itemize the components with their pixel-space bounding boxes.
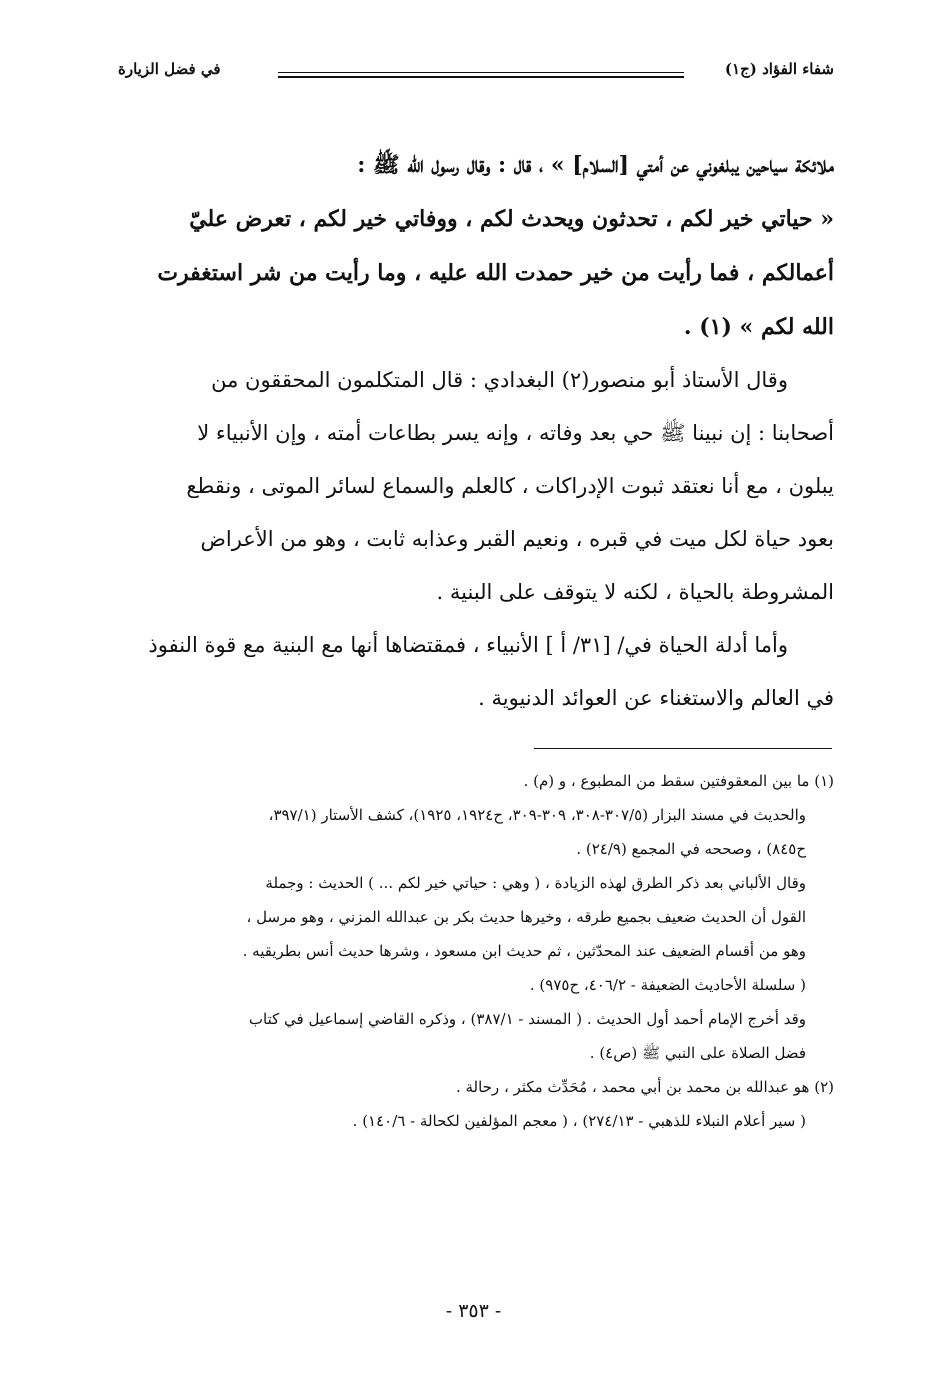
text-line: أصحابنا : إن نبينا ﷺ حي بعد وفاته ، وإنه يسر بطاعات أمته ، وإن الأنبياء لا bbox=[197, 421, 834, 445]
main-text bbox=[118, 138, 834, 725]
footnote-line: وهو من أقسام الضعيف عند المحدّثين ، ثم حديث ابن مسعود ، وشرها حديث أنس بطريقيه . bbox=[242, 942, 806, 960]
header-rule-thick bbox=[278, 76, 684, 78]
footnote-line: وقد أخرج الإمام أحمد أول الحديث . ( المسند - ٣٨٧/١) ، وذكره القاضي إسماعيل في كتاب bbox=[248, 1010, 806, 1028]
footnote-separator bbox=[534, 748, 832, 749]
footnote-line: ( سلسلة الأحاديث الضعيفة - ٤٠٦/٢، ح٩٧٥) . bbox=[529, 976, 806, 994]
text-line: في العالم والاستغناء عن العوائد الدنيوية . bbox=[478, 686, 834, 710]
text-line: أعمالكم ، فما رأيت من خير حمدت الله عليه ، وما رأيت من شر استغفرت bbox=[157, 260, 834, 286]
text-line: الله لكم » (١) . bbox=[683, 314, 834, 340]
page-number: - ٣٥٣ - bbox=[445, 1300, 502, 1322]
text-line: وقال الأستاذ أبو منصور(٢) البغدادي : قال المتكلمون المحققون من bbox=[211, 368, 788, 392]
text-line: المشروطة بالحياة ، لكنه لا يتوقف على البنية . bbox=[436, 580, 834, 604]
footnote-line: وقال الألباني بعد ذكر الطرق لهذه الزيادة ، ( وهي : حياتي خير لكم ... ) الحديث : وجملة bbox=[265, 874, 806, 892]
footnote-line: ( سير أعلام النبلاء للذهبي - ٢٧٤/١٣) ، ( معجم المؤلفين لكحالة - ١٤٠/٦) . bbox=[352, 1112, 806, 1130]
text-line: يبلون ، مع أنا نعتقد ثبوت الإدراكات ، كالعلم والسماع لسائر الموتى ، ونقطع bbox=[186, 474, 834, 498]
text-line: بعود حياة لكل ميت في قبره ، ونعيم القبر وعذابه ثابت ، وهو من الأعراض bbox=[200, 527, 834, 551]
footnote-line: ح٨٤٥) ، وصححه في المجمع (٢٤/٩) . bbox=[576, 840, 806, 858]
header-rule bbox=[278, 72, 684, 73]
text-line: وأما أدلة الحياة في/ [٣١/ أ ] الأنبياء ، فمقتضاها أنها مع البنية مع قوة النفوذ bbox=[148, 633, 788, 657]
footnote-line: فضل الصلاة على النبي ﷺ (ص٤) . bbox=[589, 1044, 806, 1062]
footnote-line: (١) ما بين المعقوفتين سقط من المطبوع ، و (م) . bbox=[523, 772, 834, 790]
footnote-line: والحديث في مسند البزار (٣٠٧/٥-٣٠٨، ٣٠٩-٣٠٩، ح١٩٢٤، ١٩٢٥)، كشف الأستار (٣٩٧/١، bbox=[268, 806, 806, 824]
text-line: ملائكة سياحين يبلغوني عن أمتي [السلام] » ، قال : وقال رسول الله ﷺ : bbox=[357, 152, 834, 178]
footnote-line: القول أن الحديث ضعيف بجميع طرقه ، وخيرها حديث بكر بن عبدالله المزني ، وهو مرسل ، bbox=[246, 908, 806, 926]
book-title: شفاء الفؤاد (ج١) bbox=[724, 60, 834, 78]
footnotes bbox=[118, 764, 834, 1138]
running-header bbox=[118, 58, 834, 92]
footnote-line: (٢) هو عبدالله بن محمد بن أبي محمد ، مُحَدِّث مكثر ، رحالة . bbox=[455, 1078, 834, 1096]
text-line: « حياتي خير لكم ، تحدثون ويحدث لكم ، ووفاتي خير لكم ، تعرض عليّ bbox=[189, 206, 834, 232]
chapter-title: في فضل الزيارة bbox=[118, 60, 221, 78]
